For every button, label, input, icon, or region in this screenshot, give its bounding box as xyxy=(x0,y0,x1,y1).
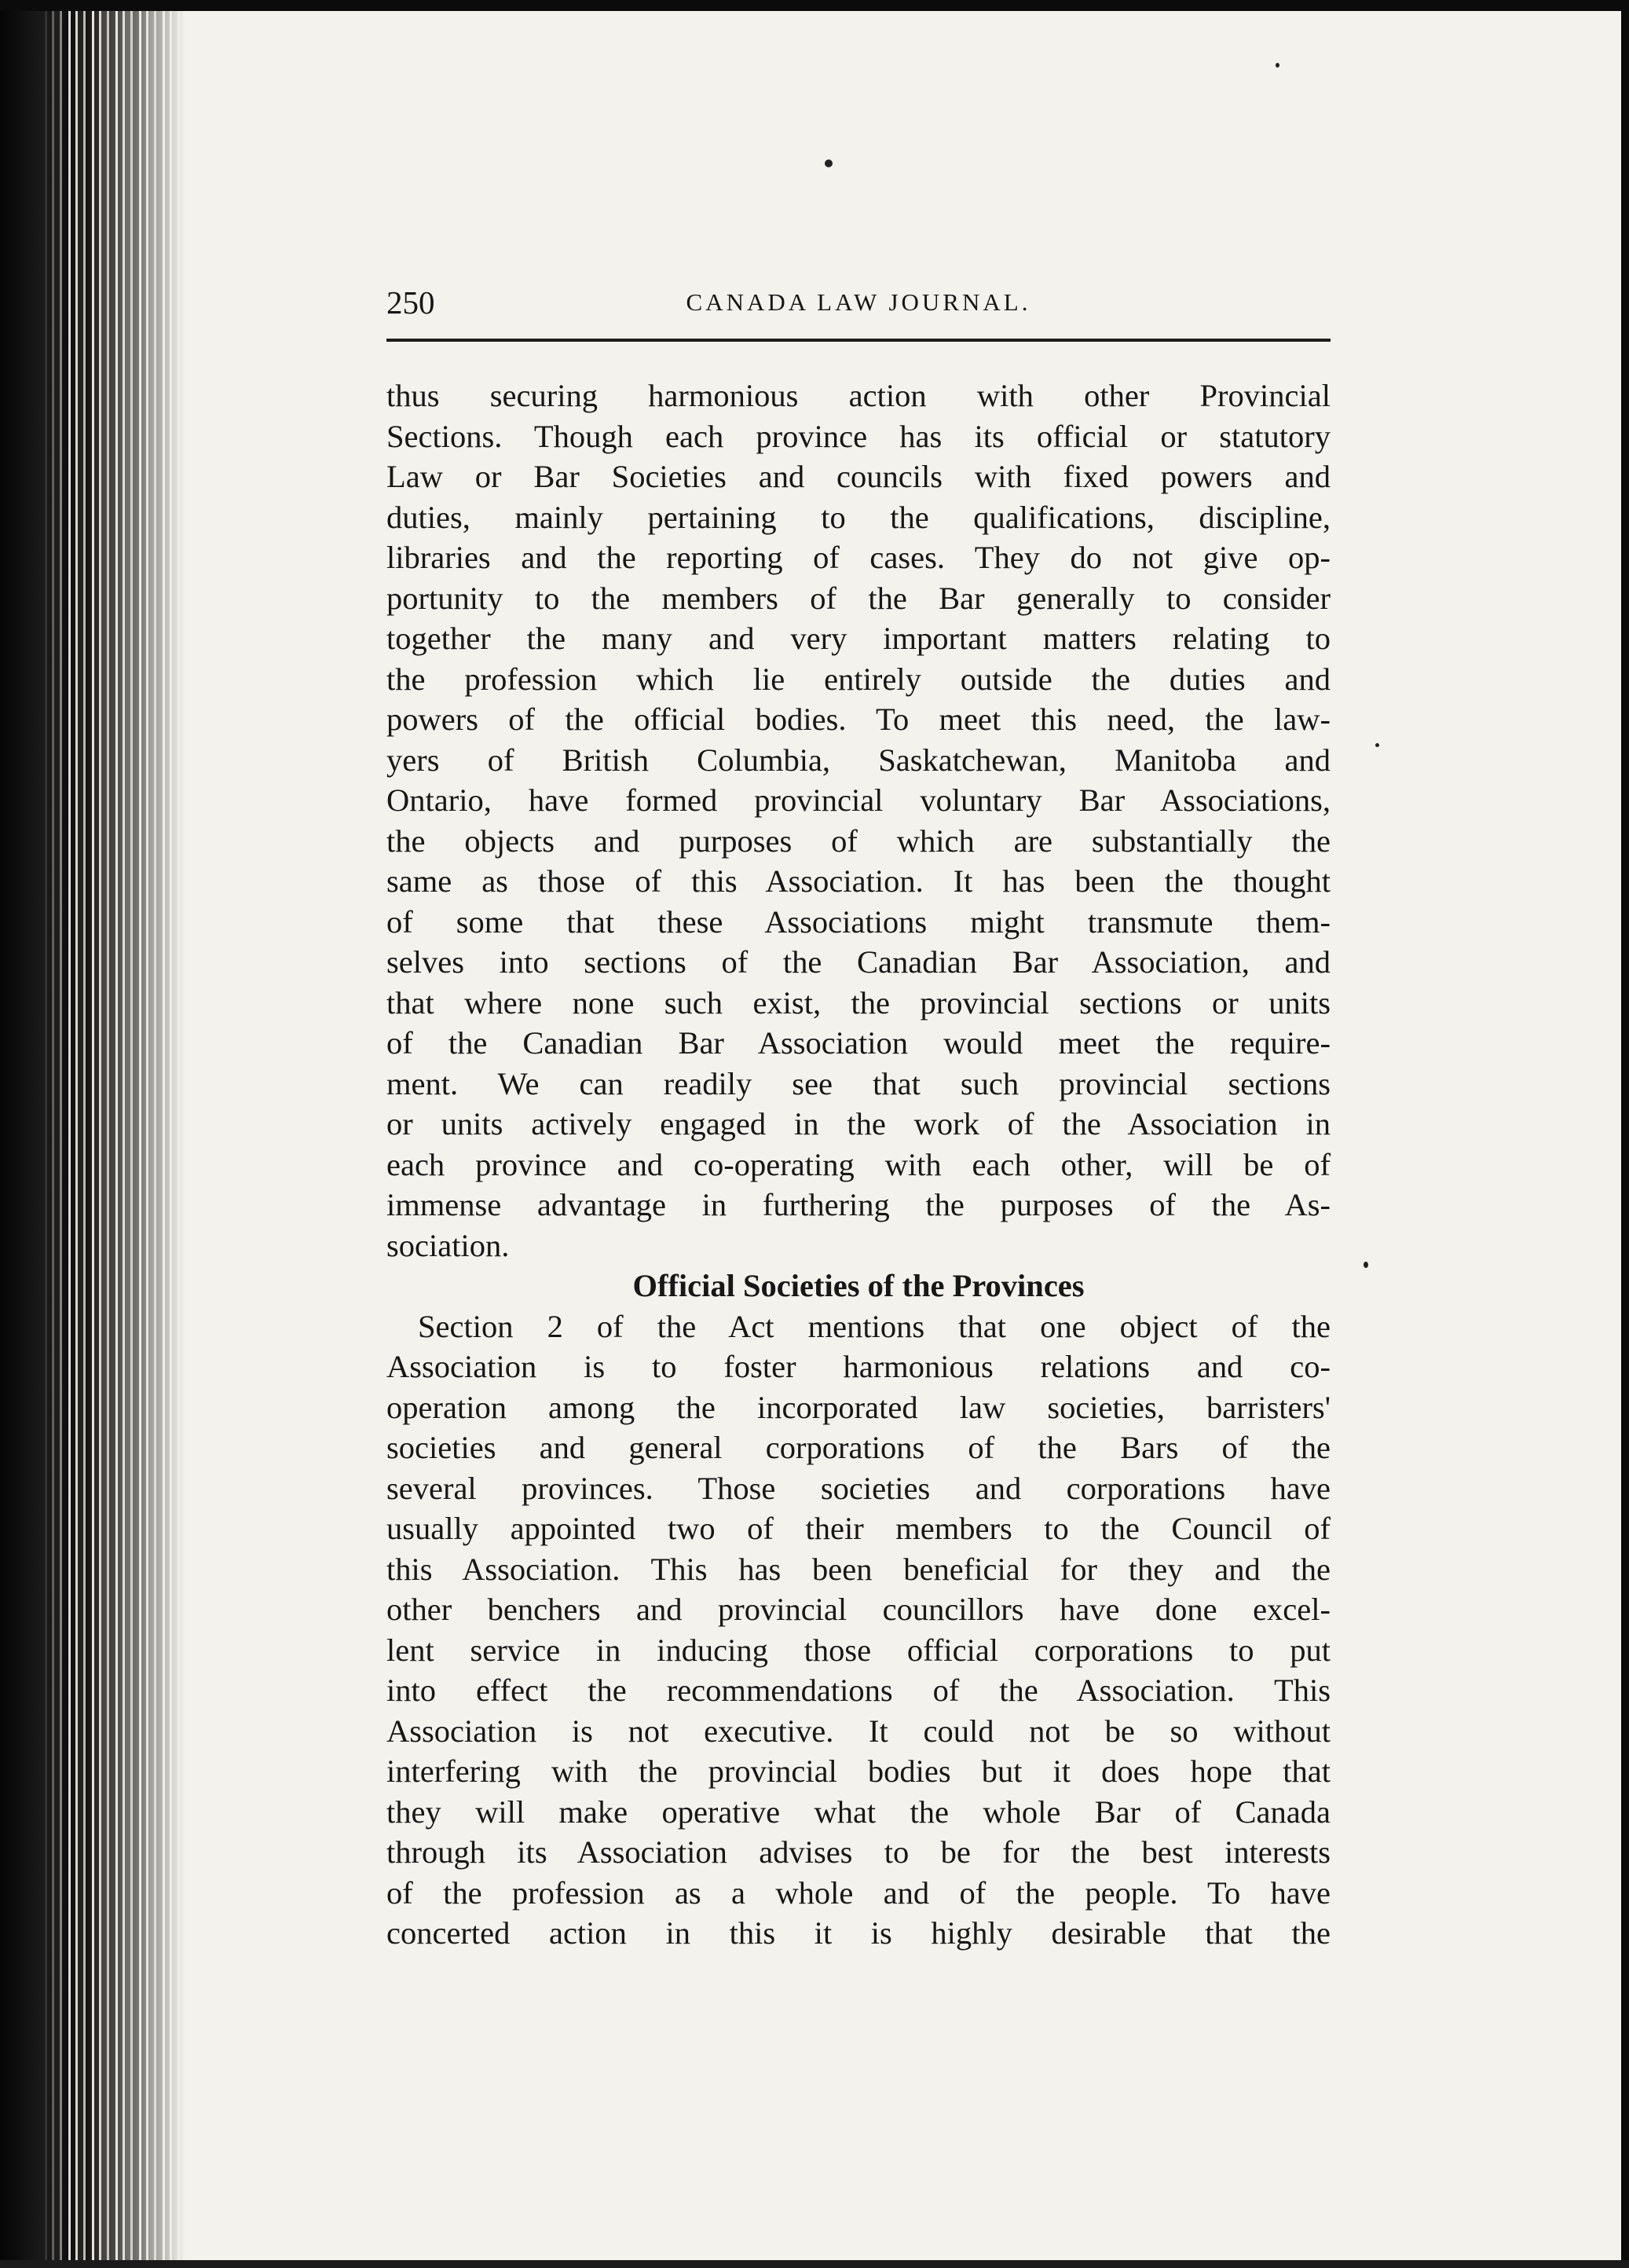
scan-border-top xyxy=(0,0,1629,11)
header-rule xyxy=(386,339,1331,342)
text-line: societies and general corporations of the Bars of the xyxy=(386,1430,1331,1465)
text-line: Law or Bar Societies and councils with fixed powers and xyxy=(386,459,1331,494)
scan-speck xyxy=(1276,63,1279,68)
text-line: or units actively engaged in the work of the Association in xyxy=(386,1106,1331,1141)
text-line: sociation. xyxy=(386,1227,510,1263)
text-line: duties, mainly pertaining to the qualifications, discipline, xyxy=(386,499,1331,535)
text-line: of some that these Associations might transmute them- xyxy=(386,903,1331,940)
text-line: same as those of this Association. It has been the thought xyxy=(386,863,1331,899)
scan-speck xyxy=(825,159,833,167)
page-number: 250 xyxy=(386,284,435,321)
text-line: Section 2 of the Act mentions that one object of the xyxy=(418,1308,1331,1344)
text-line: libraries and the reporting of cases. They do not give op- xyxy=(386,540,1331,575)
text-line: yers of British Columbia, Saskatchewan, Manitoba and xyxy=(386,742,1331,778)
article-body xyxy=(386,376,1331,1954)
section-heading: Official Societies of the Provinces xyxy=(632,1268,1085,1303)
scan-border-bottom xyxy=(0,2260,1629,2268)
text-line: Sections. Though each province has its official or statutory xyxy=(386,418,1331,454)
text-line: immense advantage in furthering the purposes of the As- xyxy=(386,1187,1331,1222)
text-line: Ontario, have formed provincial voluntary Bar Associations, xyxy=(386,782,1331,818)
page-header xyxy=(386,283,1331,322)
text-line: the profession which lie entirely outside the duties and xyxy=(386,661,1331,697)
text-line: lent service in inducing those official corporations to put xyxy=(386,1632,1331,1668)
text-line: Association is to foster harmonious relations and co- xyxy=(386,1349,1331,1384)
text-line: together the many and very important matters relating to xyxy=(386,621,1331,656)
text-line: concerted action in this it is highly desirable that the xyxy=(386,1915,1331,1951)
text-line: the objects and purposes of which are substantially the xyxy=(386,823,1331,859)
text-line: portunity to the members of the Bar generally to consider xyxy=(386,580,1331,616)
text-line: selves into sections of the Canadian Bar Association, and xyxy=(386,944,1331,980)
text-line: thus securing harmonious action with other Provincial xyxy=(386,378,1331,413)
gutter-shadow xyxy=(0,0,71,2268)
text-line: other benchers and provincial councillors have done excel- xyxy=(386,1592,1331,1627)
text-line: that where none such exist, the provincial sections or units xyxy=(386,984,1331,1020)
text-line: into effect the recommendations of the Association. This xyxy=(386,1673,1331,1708)
text-line: this Association. This has been beneficial for they and the xyxy=(386,1551,1331,1587)
text-line: of the Canadian Bar Association would meet the require- xyxy=(386,1025,1331,1061)
text-line: interfering with the provincial bodies but it does hope that xyxy=(386,1753,1331,1789)
text-line: ment. We can readily see that such provincial sections xyxy=(386,1065,1331,1101)
text-line: through its Association advises to be for the best interests xyxy=(386,1834,1331,1870)
text-line: usually appointed two of their members to the Council of xyxy=(386,1511,1331,1546)
text-line: they will make operative what the whole Bar of Canada xyxy=(386,1794,1331,1830)
text-line: each province and co-operating with each other, will be of xyxy=(386,1146,1331,1182)
text-line: operation among the incorporated law societies, barristers' xyxy=(386,1389,1331,1425)
running-title: CANADA LAW JOURNAL. xyxy=(686,288,1031,316)
text-line: Association is not executive. It could not be so without xyxy=(386,1713,1331,1749)
text-line: powers of the official bodies. To meet this need, the law- xyxy=(386,702,1331,737)
scan-border-right xyxy=(1621,0,1629,2268)
text-line: of the profession as a whole and of the people. To have xyxy=(386,1874,1331,1911)
text-line: several provinces. Those societies and corporations have xyxy=(386,1470,1331,1506)
scan-speck xyxy=(1364,1262,1368,1268)
scan-speck xyxy=(1375,743,1379,747)
